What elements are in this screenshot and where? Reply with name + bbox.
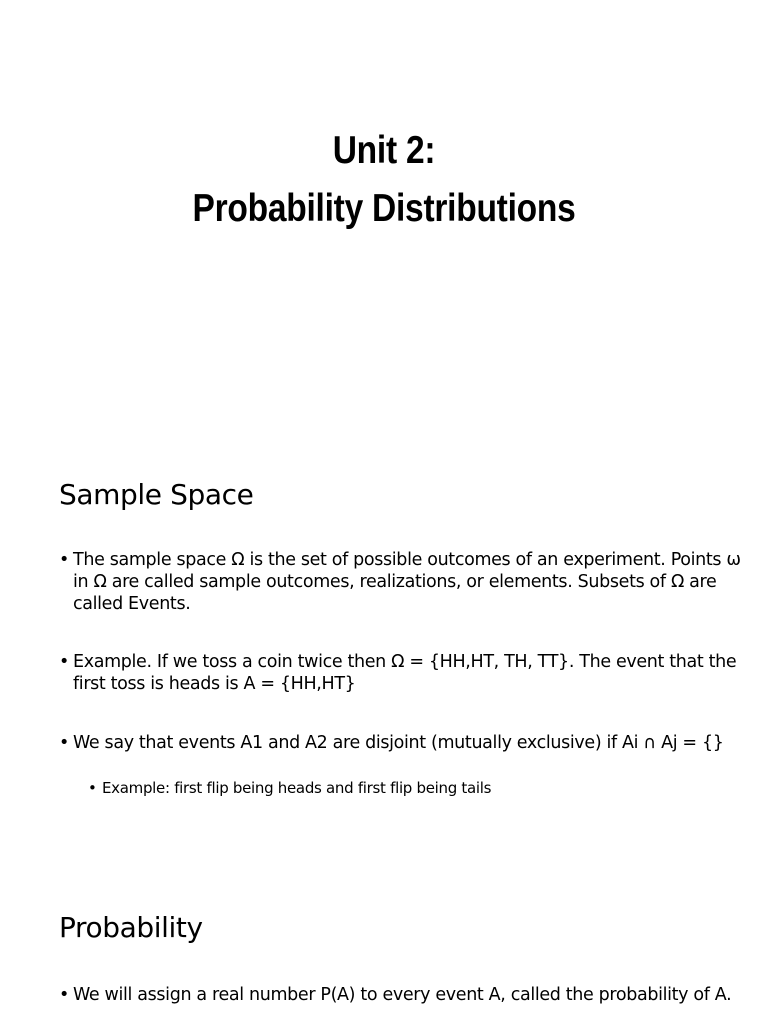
bullet-text: The sample space Ω is the set of possible outcomes of an experiment. Points ω in Ω are called sample outcomes, realizations, or elements. Subsets of Ω are called Events.: [73, 550, 741, 614]
bullet-text: We say that events A1 and A2 are disjoint (mutually exclusive) if Ai ∩ Aj = {}: [73, 733, 724, 753]
slide-title: [54, 122, 714, 238]
list-item: [59, 984, 749, 1006]
bullet-text: Example. If we toss a coin twice then Ω = {HH,HT, TH, TT}. The event that the first toss is heads is A = {HH,HT}: [73, 652, 737, 694]
slide-heading-probability: Probability: [59, 911, 203, 944]
title-line-2: Probability Distributions: [192, 187, 576, 230]
sub-bullet-text: Example: first flip being heads and first flip being tails: [102, 779, 492, 797]
slide-heading-sample-space: Sample Space: [59, 478, 254, 511]
bullet-icon: •: [59, 652, 69, 672]
sub-list-item: [88, 778, 728, 798]
bullet-icon: •: [59, 985, 69, 1005]
bullet-icon: •: [88, 779, 97, 797]
bullet-text: We will assign a real number P(A) to every event A, called the probability of A.: [73, 985, 732, 1005]
title-line-1: Unit 2:: [332, 129, 436, 172]
title-slide: [0, 0, 768, 432]
bullet-icon: •: [59, 550, 69, 570]
list-item: [59, 732, 749, 754]
list-item: [59, 651, 749, 695]
bullet-icon: •: [59, 733, 69, 753]
list-item: [59, 549, 749, 615]
